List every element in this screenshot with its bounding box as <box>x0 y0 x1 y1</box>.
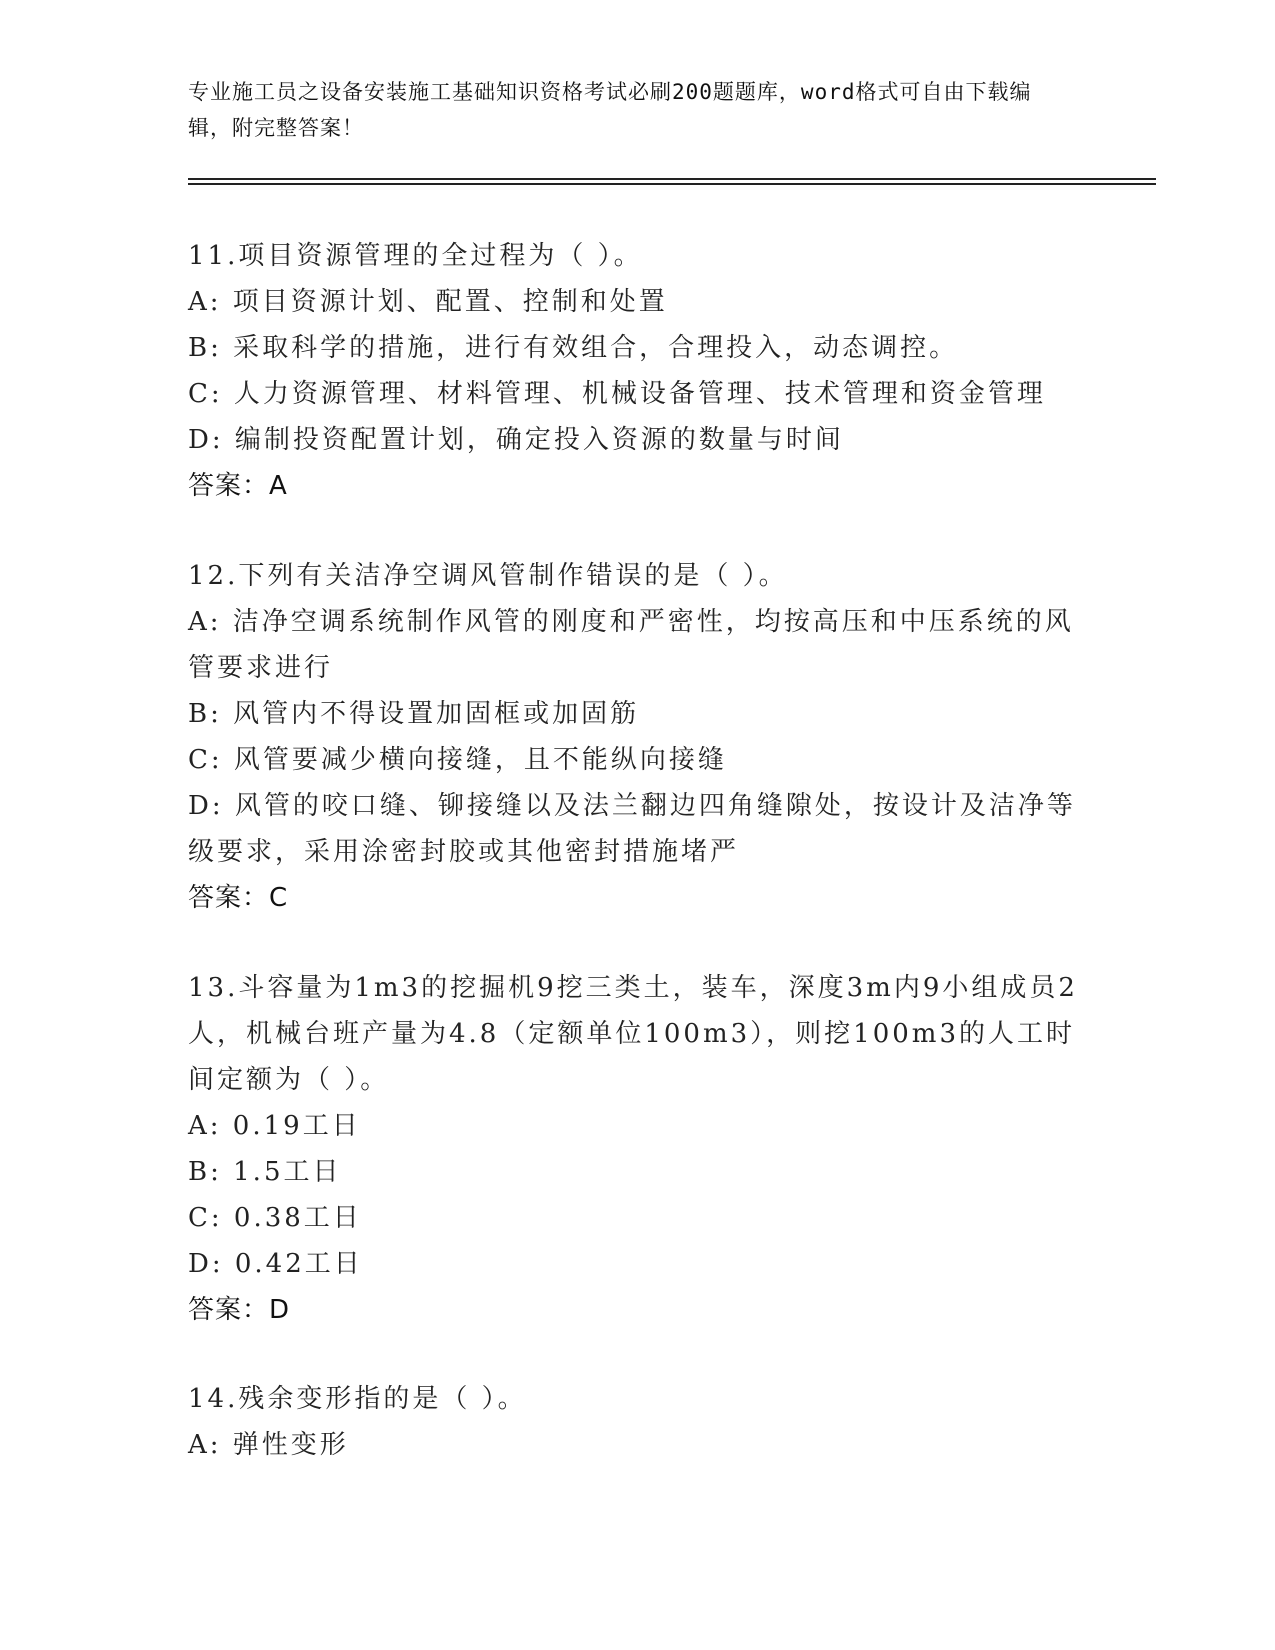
option-d: D: 风管的咬口缝、铆接缝以及法兰翻边四角缝隙处，按设计及洁净等级要求，采用涂密封胶或其他密封措施堵严 <box>188 791 1076 867</box>
answer-line: 答案：A <box>188 471 288 501</box>
option-b: B: 采取科学的措施，进行有效组合，合理投入，动态调控。 <box>188 333 959 363</box>
option-c: C: 0.38工日 <box>188 1203 362 1233</box>
document-header: 专业施工员之设备安装施工基础知识资格考试必刷200题题库，word格式可自由下载编辑，附完整答案！ <box>188 80 1032 140</box>
question-block <box>188 965 1083 1333</box>
option-a: A: 0.19工日 <box>188 1111 361 1141</box>
question-block <box>188 233 1083 509</box>
question-stem: 13.斗容量为1m3的挖掘机9挖三类土，装车，深度3m内9小组成员2人，机械台班产量为4.8（定额单位100m3），则挖100m3的人工时间定额为（ ）。 <box>188 973 1078 1095</box>
answer-line: 答案：D <box>188 1295 291 1325</box>
option-d: D: 编制投资配置计划，确定投入资源的数量与时间 <box>188 425 844 455</box>
option-d: D: 0.42工日 <box>188 1249 363 1279</box>
question-block <box>188 553 1083 921</box>
header-divider-bottom <box>188 183 1156 185</box>
answer-line: 答案：C <box>188 883 289 913</box>
option-b: B: 风管内不得设置加固框或加固筋 <box>188 699 640 729</box>
option-a: A: 项目资源计划、配置、控制和处置 <box>188 287 668 317</box>
option-c: C: 风管要减少横向接缝，且不能纵向接缝 <box>188 745 727 775</box>
option-c: C: 人力资源管理、材料管理、机械设备管理、技术管理和资金管理 <box>188 379 1046 409</box>
header-divider-top <box>188 178 1156 180</box>
option-a: A: 弹性变形 <box>188 1430 349 1460</box>
option-a: A: 洁净空调系统制作风管的刚度和严密性，均按高压和中压系统的风管要求进行 <box>188 607 1074 683</box>
question-block <box>188 1376 1083 1468</box>
question-stem: 12.下列有关洁净空调风管制作错误的是（ ）。 <box>188 561 788 591</box>
option-b: B: 1.5工日 <box>188 1157 342 1187</box>
question-stem: 14.残余变形指的是（ ）。 <box>188 1384 527 1414</box>
question-stem: 11.项目资源管理的全过程为（ ）。 <box>188 241 643 271</box>
